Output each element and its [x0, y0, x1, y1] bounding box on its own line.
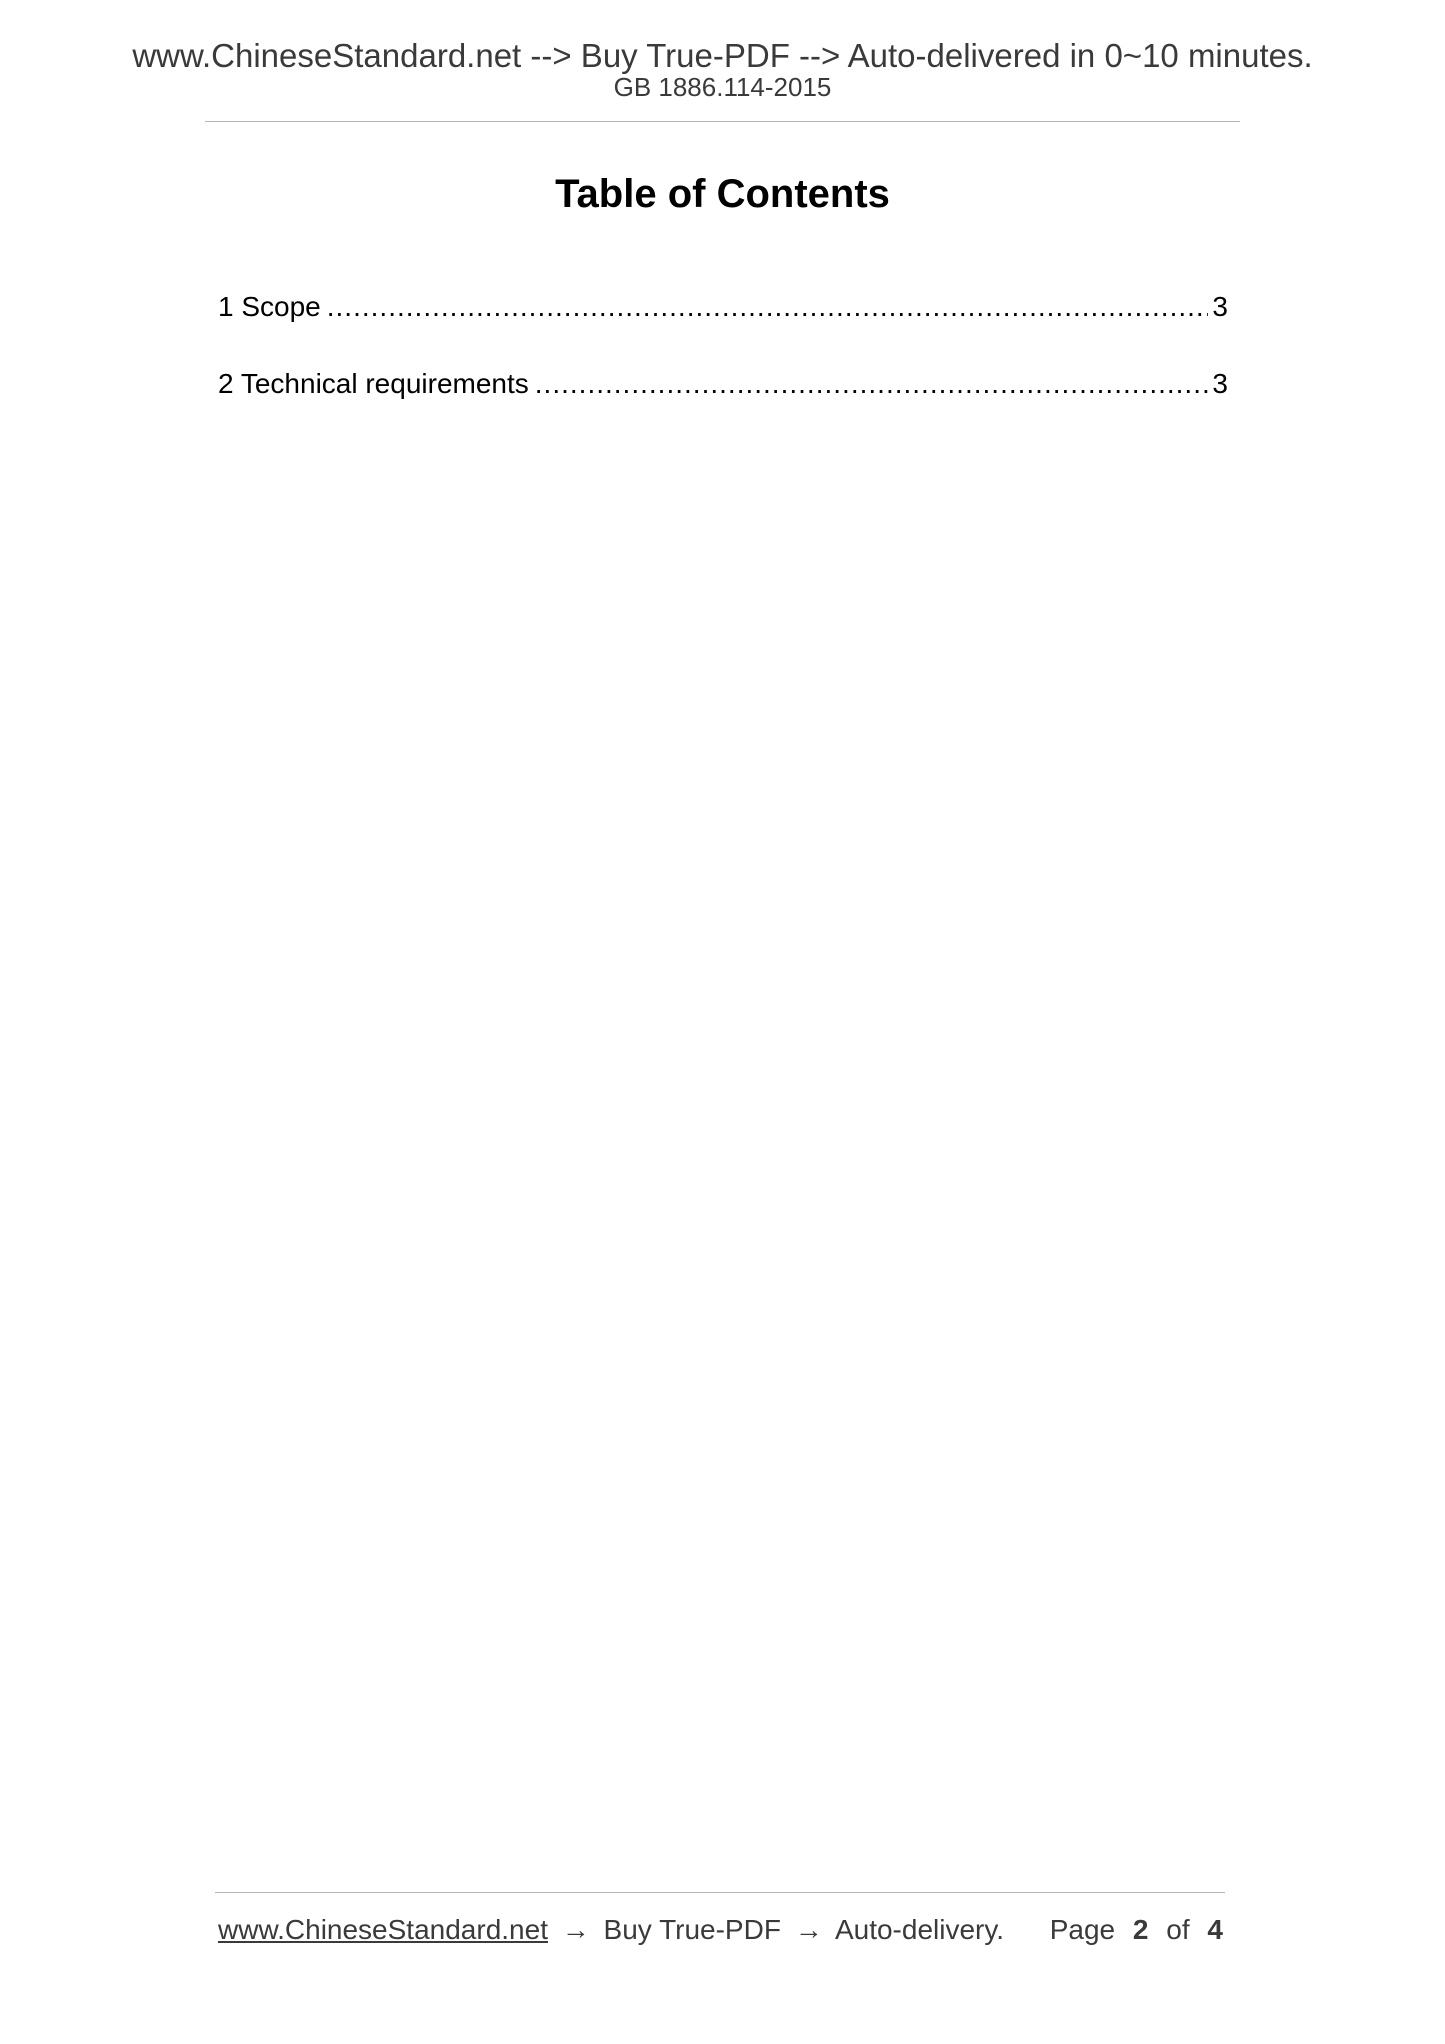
footer-left	[218, 1912, 1004, 1948]
arrow-right-icon: →	[561, 1914, 590, 1945]
page-total: 4	[1207, 1914, 1223, 1945]
footer-site-link[interactable]: www.ChineseStandard.net	[218, 1914, 548, 1945]
toc-entry-technical-requirements[interactable]	[218, 367, 1228, 401]
toc-entry-page: 3	[1212, 368, 1228, 399]
toc-dot-leader	[327, 290, 1209, 324]
header-divider	[205, 121, 1240, 122]
toc-dot-leader	[535, 367, 1209, 401]
toc-entry-label: 2 Technical requirements	[218, 368, 529, 399]
of-word: of	[1166, 1914, 1190, 1945]
toc-entry-label: 1 Scope	[218, 291, 321, 322]
arrow-right-icon: →	[794, 1914, 823, 1945]
toc-entry-page: 3	[1212, 291, 1228, 322]
toc-title: Table of Contents	[555, 172, 890, 216]
page-current: 2	[1132, 1914, 1149, 1945]
page-footer	[218, 1912, 1223, 1948]
document-code: GB 1886.114-2015	[613, 72, 832, 102]
footer-divider	[215, 1892, 1225, 1893]
page-indicator	[1050, 1912, 1223, 1948]
toc-list	[218, 290, 1228, 444]
toc-entry-scope[interactable]	[218, 290, 1228, 324]
footer-buy-text: Buy True-PDF	[603, 1914, 781, 1945]
footer-delivery-text: Auto-delivery.	[834, 1914, 1005, 1945]
header-banner: www.ChineseStandard.net --> Buy True-PDF --> Auto-delivered in 0~10 minutes.	[132, 37, 1313, 74]
page-word: Page	[1049, 1914, 1116, 1945]
